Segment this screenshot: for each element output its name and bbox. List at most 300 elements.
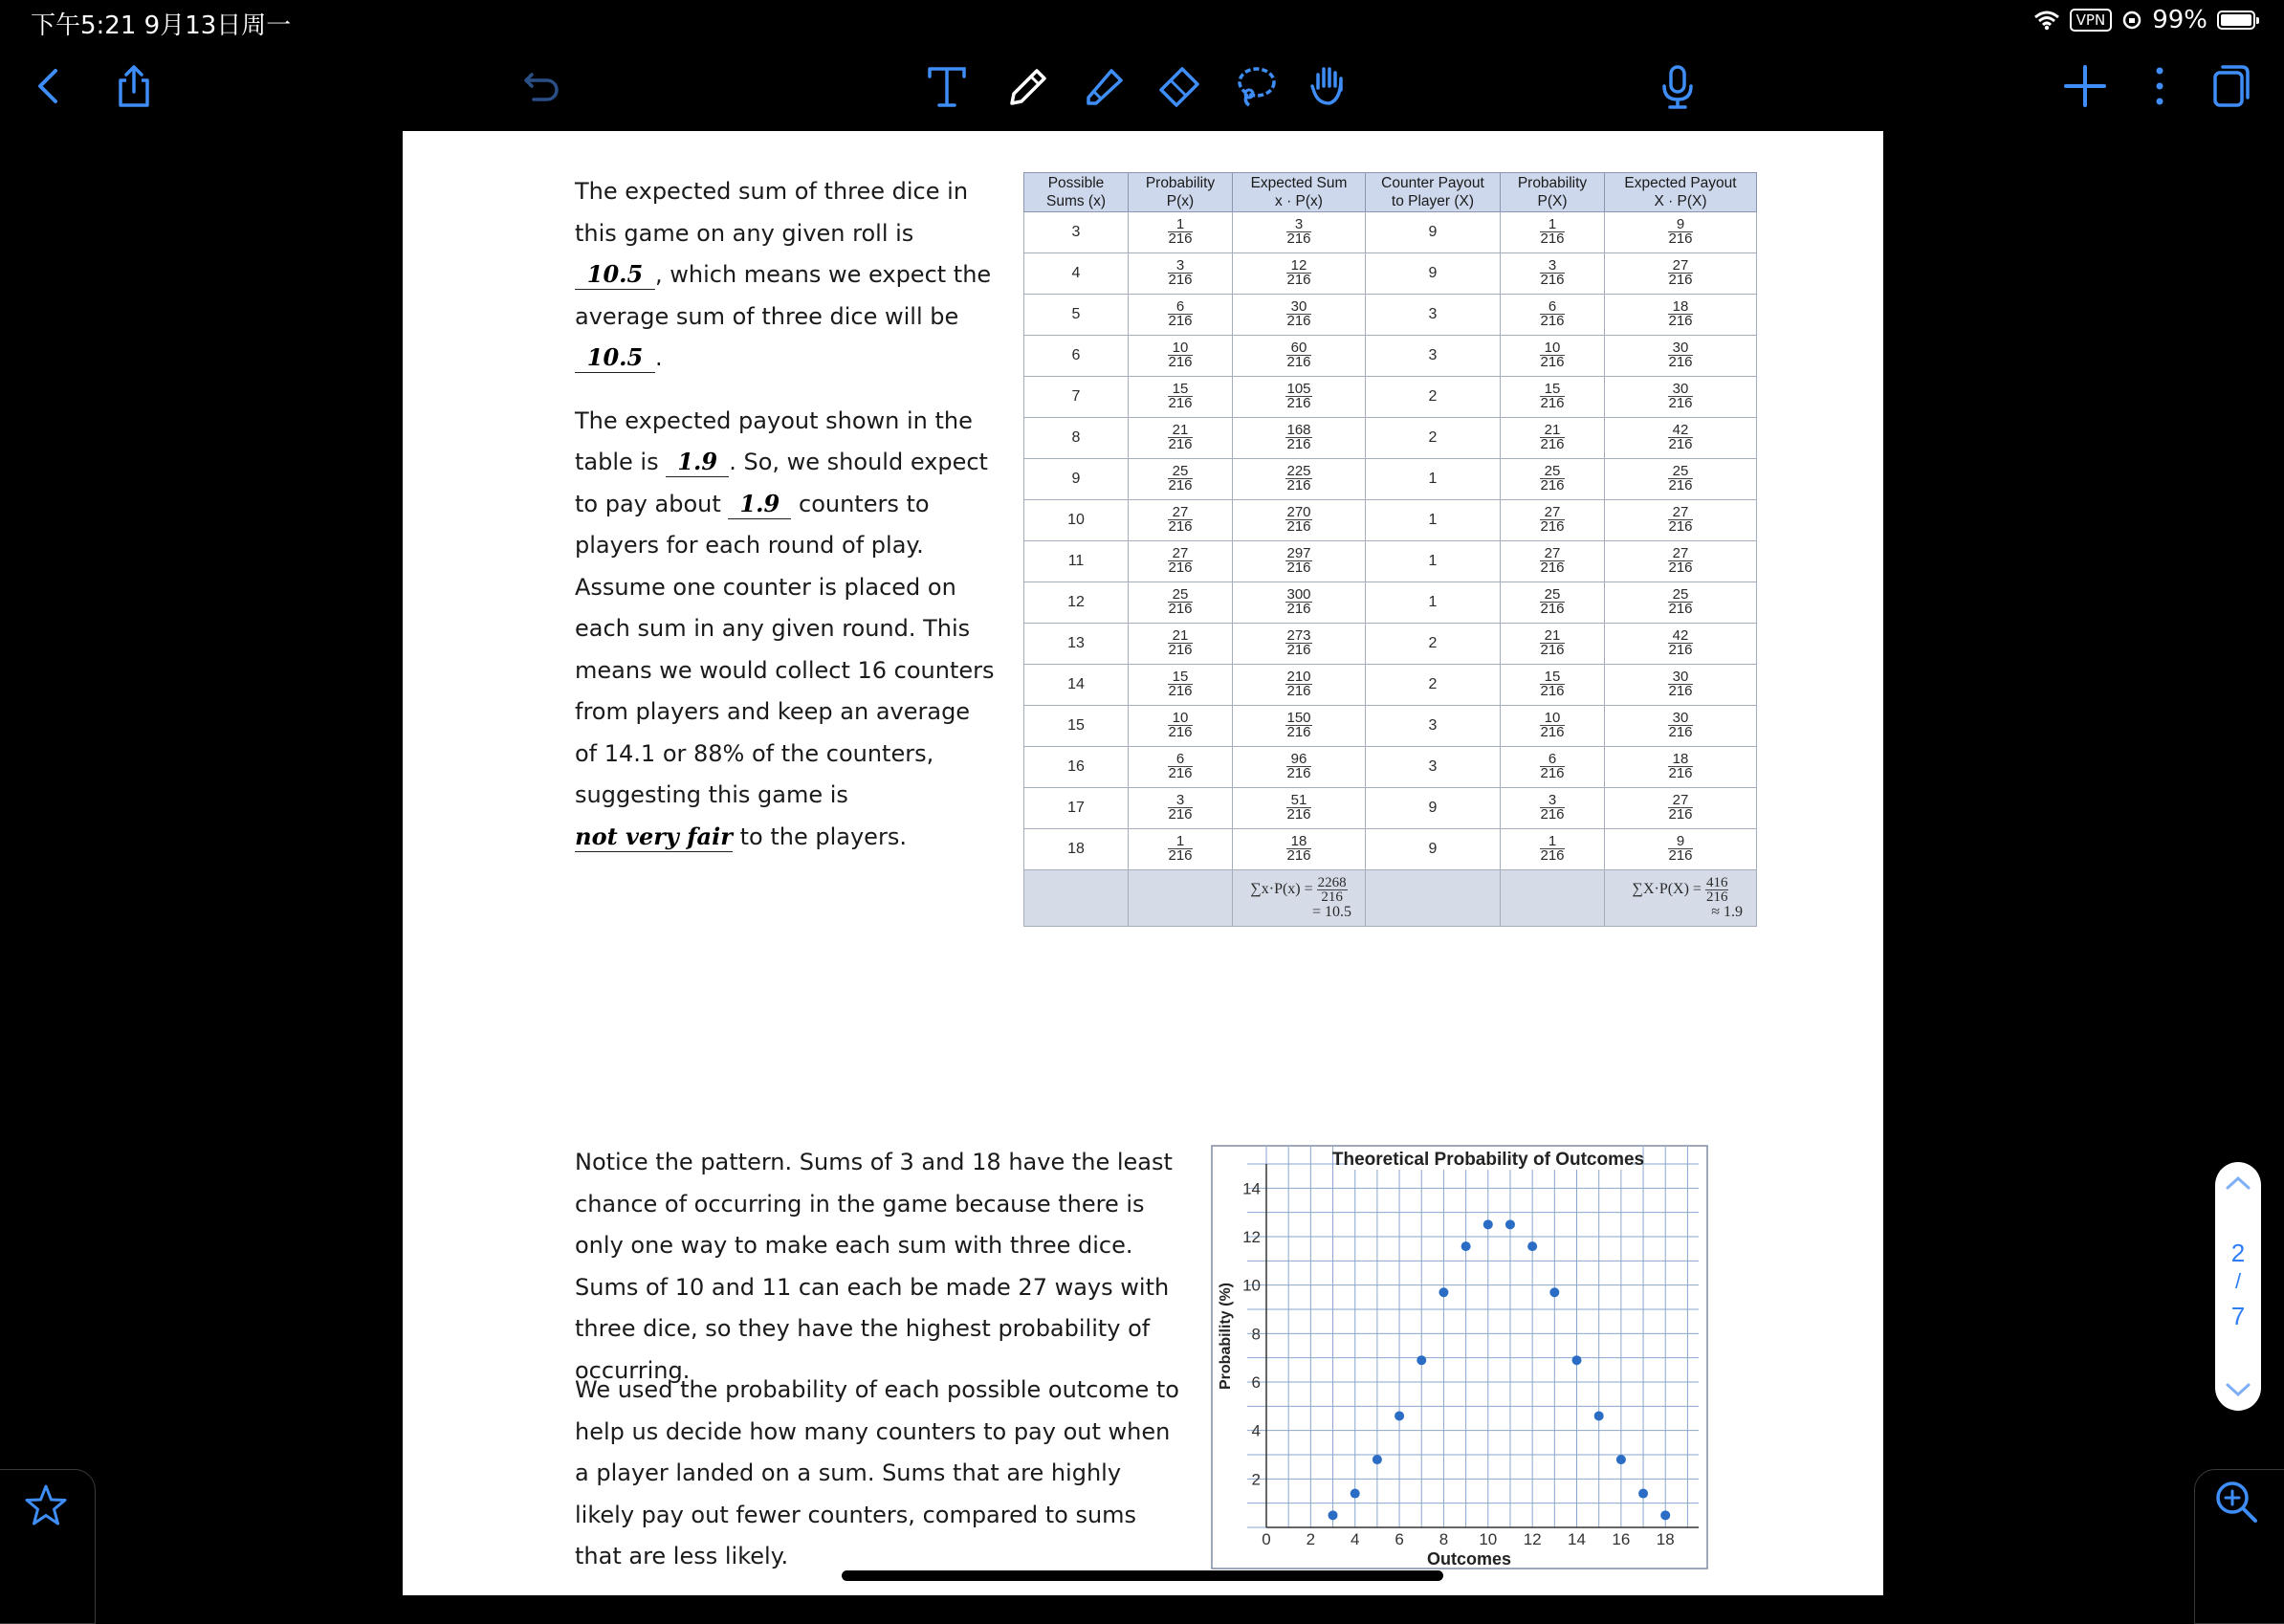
table-cell-xp (1233, 500, 1366, 541)
fraction (1668, 709, 1693, 740)
fraction (1168, 585, 1193, 617)
denominator: 216 (1286, 394, 1311, 411)
table-cell-pX (1501, 788, 1605, 829)
denominator: 216 (1168, 312, 1193, 329)
header-line: to Player (X) (1391, 193, 1475, 209)
fraction (1668, 791, 1693, 823)
numerator: 3 (1540, 259, 1564, 274)
fraction (1168, 626, 1193, 658)
table-cell-payout: 1 (1366, 459, 1501, 500)
table-cell-xp (1233, 295, 1366, 336)
fraction (1286, 215, 1311, 247)
table-cell-x: 8 (1024, 418, 1129, 459)
table-cell-xp (1233, 582, 1366, 624)
data-point (1373, 1455, 1382, 1464)
data-point (1483, 1219, 1493, 1229)
pen-tool-button[interactable] (999, 57, 1056, 115)
header-line: Possible (1047, 175, 1105, 191)
denominator: 216 (1168, 559, 1193, 576)
denominator: 216 (1286, 600, 1311, 617)
chart-frame (1212, 1146, 1707, 1569)
undo-button[interactable] (513, 57, 570, 115)
table-cell-x: 6 (1024, 336, 1129, 377)
fraction (1540, 670, 1564, 698)
add-icon (2060, 61, 2110, 111)
fraction (1668, 626, 1693, 658)
fraction (1540, 832, 1565, 864)
numerator: 18 (1668, 300, 1692, 315)
y-tick-label: 6 (1251, 1373, 1261, 1392)
expected-payout-answer-2[interactable]: 1.9 (728, 490, 791, 519)
fraction (1285, 585, 1311, 617)
favorite-button[interactable] (21, 1481, 71, 1534)
numerator: 168 (1286, 421, 1311, 438)
fraction (1668, 256, 1693, 288)
fraction (1286, 750, 1311, 781)
table-header-row (1024, 173, 1757, 212)
table-cell-x: 13 (1024, 624, 1129, 665)
table-cell-Xp (1605, 829, 1757, 870)
table-cell-p (1129, 582, 1233, 624)
sum-approx: = 10.5 (1311, 903, 1351, 920)
numerator: 25 (1540, 465, 1564, 479)
table-row (1024, 295, 1757, 336)
table-cell-x: 4 (1024, 253, 1129, 295)
table-cell-pX (1501, 665, 1605, 706)
denominator: 216 (1286, 353, 1311, 370)
fraction (1286, 832, 1311, 864)
zoom-button[interactable] (2211, 1477, 2261, 1530)
fraction (1668, 215, 1693, 247)
header-line: Counter Payout (1381, 175, 1484, 191)
text-tool-button[interactable] (918, 57, 976, 115)
table-cell-payout: 3 (1366, 336, 1501, 377)
fraction (1168, 256, 1193, 288)
table-cell-xp (1233, 747, 1366, 788)
numerator: 1 (1540, 835, 1564, 849)
fraction (1668, 544, 1693, 576)
denominator: 216 (1168, 805, 1193, 823)
numerator: 42 (1668, 424, 1692, 438)
numerator: 6 (1168, 300, 1192, 315)
table-cell-pX (1501, 295, 1605, 336)
numerator: 30 (1668, 670, 1692, 685)
table-cell-p (1129, 212, 1233, 253)
numerator: 15 (1168, 383, 1192, 397)
denominator: 216 (1668, 559, 1693, 576)
header-line: x · P(x) (1275, 193, 1323, 209)
star-icon (21, 1481, 71, 1530)
fraction (1168, 341, 1192, 369)
denominator: 216 (1286, 435, 1311, 452)
para2-text-1: The expected payout shown in the table is (575, 406, 973, 475)
highlighter-tool-button[interactable] (1075, 57, 1132, 115)
battery-percent: 99% (2152, 6, 2207, 34)
fraction (1668, 380, 1693, 411)
denominator: 216 (1540, 312, 1565, 329)
table-cell-p (1129, 829, 1233, 870)
numerator: 25 (1168, 588, 1192, 603)
fraction (1168, 421, 1193, 452)
fraction (1668, 297, 1693, 329)
table-cell-p (1129, 747, 1233, 788)
fraction (1168, 462, 1193, 494)
para1-text-3: . (655, 344, 663, 371)
denominator: 216 (1286, 312, 1311, 329)
table-cell-payout: 9 (1366, 788, 1501, 829)
numerator: 416 (1705, 874, 1728, 890)
table-cell-xp (1233, 418, 1366, 459)
denominator: 216 (1168, 846, 1193, 864)
x-tick-label: 2 (1306, 1530, 1316, 1548)
table-cell-pX (1501, 829, 1605, 870)
fraction (1168, 544, 1193, 576)
numerator: 27 (1168, 547, 1192, 561)
lasso-tool-button[interactable] (1226, 57, 1284, 115)
fraction (1285, 544, 1311, 576)
table-cell-payout: 2 (1366, 665, 1501, 706)
header-line: Probability (1145, 175, 1216, 191)
table-cell-pX (1501, 706, 1605, 747)
fraction (1168, 791, 1193, 823)
page-separator: / (2234, 1269, 2242, 1293)
table-cell-Xp (1605, 418, 1757, 459)
denominator: 216 (1668, 641, 1693, 658)
expected-payout-answer-1[interactable]: 1.9 (666, 448, 729, 477)
home-indicator[interactable] (842, 1570, 1443, 1581)
table-cell-Xp (1605, 665, 1757, 706)
fraction (1668, 832, 1693, 864)
fraction (1540, 503, 1565, 535)
table-cell-xp (1233, 541, 1366, 582)
denominator: 216 (1540, 559, 1565, 576)
y-tick-label: 10 (1242, 1276, 1261, 1295)
hand-select-icon (1305, 61, 1354, 111)
data-point (1594, 1411, 1604, 1420)
sum-label: ∑x·P(x) = (1250, 881, 1313, 897)
numerator: 210 (1286, 668, 1311, 685)
denominator: 216 (1286, 517, 1311, 535)
y-tick-label: 12 (1242, 1228, 1261, 1246)
numerator: 27 (1668, 259, 1692, 274)
empty-cell (1024, 870, 1129, 927)
pen-icon (1002, 61, 1052, 111)
numerator: 10 (1540, 712, 1564, 726)
fraction (1540, 585, 1565, 617)
fraction (1285, 503, 1311, 535)
denominator: 216 (1286, 641, 1311, 658)
probability-paragraph: We used the probability of each possible outcome to help us decide how many counters to pay out when a player landed on a sum. Sums that are highly likely pay out fewer counters, compared to sums that are less likely. (575, 1376, 1179, 1569)
pattern-paragraph: Notice the pattern. Sums of 3 and 18 have the least chance of occurring in the game because there is only one way to make each sum with three dice. Sums of 10 and 11 can each be made 27 ways with three dice, so they have the highest probability of occurring. (575, 1149, 1173, 1384)
numerator: 30 (1286, 300, 1310, 315)
table-row (1024, 336, 1757, 377)
x-tick-label: 12 (1523, 1530, 1542, 1548)
expected-sum-answer-1[interactable]: 10.5 (575, 260, 655, 290)
table-header-cell (1366, 173, 1501, 212)
para2-text-2: . So, we should expect to pay about (575, 449, 988, 517)
numerator: 1 (1540, 218, 1564, 232)
table-cell-p (1129, 500, 1233, 541)
table-cell-p (1129, 418, 1233, 459)
fraction (1286, 297, 1311, 329)
add-page-button[interactable] (2056, 57, 2114, 115)
table-cell-Xp (1605, 706, 1757, 747)
para2-text-3: counters to players for each round of play. Assume one counter is placed on each sum in any given round. This means we would collect 16 counters from players and keep an average of 14.1 or 88% of the counters, suggesting this game is (575, 490, 995, 808)
denominator: 216 (1540, 682, 1565, 699)
x-tick-label: 18 (1656, 1530, 1675, 1548)
table-cell-Xp (1605, 541, 1757, 582)
microphone-button[interactable] (1649, 57, 1706, 115)
fraction (1540, 626, 1565, 658)
table-cell-payout: 3 (1366, 706, 1501, 747)
denominator: 216 (1540, 764, 1565, 781)
sum-label: ∑X·P(X) = (1632, 881, 1702, 897)
numerator: 21 (1540, 629, 1564, 644)
table-row (1024, 253, 1757, 295)
table-cell-payout: 9 (1366, 253, 1501, 295)
table-row (1024, 624, 1757, 665)
highlighter-icon (1079, 61, 1129, 111)
more-button[interactable] (2131, 57, 2188, 115)
denominator: 216 (1540, 600, 1565, 617)
denominator: 216 (1540, 846, 1565, 864)
lasso-icon (1230, 61, 1280, 111)
denominator: 216 (1168, 517, 1193, 535)
table-cell-Xp (1605, 747, 1757, 788)
numerator: 3 (1168, 259, 1192, 274)
x-tick-label: 10 (1479, 1530, 1498, 1548)
numerator: 6 (1168, 753, 1192, 767)
denominator: 216 (1668, 682, 1693, 699)
numerator: 6 (1540, 300, 1564, 315)
para1-text-2: , which means we expect the average sum of three dice will be (575, 261, 992, 330)
fraction (1668, 503, 1693, 535)
table-cell-x: 10 (1024, 500, 1129, 541)
data-point (1616, 1455, 1626, 1464)
table-cell-x: 15 (1024, 706, 1129, 747)
pages-icon (2206, 61, 2255, 111)
table-cell-p (1129, 295, 1233, 336)
table-cell-xp (1233, 624, 1366, 665)
back-icon (25, 61, 75, 111)
fraction (1168, 832, 1193, 864)
fraction (1285, 462, 1311, 494)
table-cell-pX (1501, 500, 1605, 541)
denominator: 216 (1286, 764, 1311, 781)
numerator: 15 (1540, 670, 1564, 685)
table-cell-pX (1501, 624, 1605, 665)
table-row (1024, 747, 1757, 788)
eraser-tool-button[interactable] (1150, 57, 1207, 115)
fraction (1540, 421, 1565, 452)
empty-cell (1129, 870, 1233, 927)
numerator: 1 (1168, 835, 1192, 849)
table-header-cell (1024, 173, 1129, 212)
numerator: 27 (1668, 547, 1692, 561)
share-icon (109, 61, 159, 111)
share-button[interactable] (105, 57, 163, 115)
header-line: P(X) (1537, 193, 1568, 209)
fairness-answer[interactable]: not very fair (575, 822, 733, 850)
table-cell-x: 3 (1024, 212, 1129, 253)
worksheet-page[interactable] (403, 131, 1883, 1595)
eraser-icon (1153, 61, 1203, 111)
numerator: 6 (1540, 753, 1564, 767)
numerator: 270 (1286, 503, 1311, 520)
fraction (1705, 876, 1729, 904)
denominator: 216 (1668, 312, 1693, 329)
fraction (1540, 750, 1565, 781)
numerator: 10 (1168, 341, 1192, 356)
denominator: 216 (1668, 600, 1693, 617)
numerator: 25 (1668, 465, 1692, 479)
table-cell-pX (1501, 336, 1605, 377)
denominator: 216 (1286, 723, 1311, 740)
numerator: 225 (1286, 462, 1311, 479)
x-tick-label: 8 (1438, 1530, 1449, 1548)
pages-button[interactable] (2202, 57, 2259, 115)
expected-sum-answer-2[interactable]: 10.5 (575, 343, 655, 373)
para2-text-4: to the players. (733, 823, 907, 850)
header-line: Probability (1517, 175, 1588, 191)
page-down-icon[interactable] (2225, 1380, 2251, 1399)
header-line: X · P(X) (1654, 193, 1707, 209)
fraction (1168, 215, 1193, 247)
x-tick-label: 14 (1568, 1530, 1586, 1548)
text-tool-icon (922, 61, 972, 111)
fraction (1540, 462, 1565, 494)
fraction (1168, 709, 1193, 740)
fraction (1168, 380, 1193, 411)
table-cell-payout: 1 (1366, 582, 1501, 624)
fraction (1668, 670, 1692, 698)
denominator: 216 (1286, 230, 1311, 247)
fraction (1285, 626, 1311, 658)
denominator: 216 (1668, 517, 1693, 535)
numerator: 3 (1540, 794, 1564, 808)
numerator: 105 (1286, 380, 1311, 397)
numerator: 3 (1286, 218, 1310, 232)
more-icon (2135, 61, 2185, 111)
table-cell-Xp (1605, 253, 1757, 295)
data-point (1417, 1355, 1426, 1365)
numerator: 96 (1286, 753, 1310, 767)
denominator: 216 (1540, 271, 1565, 288)
table-row (1024, 582, 1757, 624)
table-cell-Xp (1605, 500, 1757, 541)
table-cell-pX (1501, 253, 1605, 295)
fraction (1668, 421, 1693, 452)
denominator: 216 (1168, 764, 1193, 781)
fraction (1317, 876, 1348, 904)
table-cell-payout: 2 (1366, 377, 1501, 418)
denominator: 216 (1668, 271, 1693, 288)
fraction (1168, 670, 1192, 698)
data-point (1438, 1287, 1448, 1297)
fraction (1668, 750, 1693, 781)
table-row (1024, 541, 1757, 582)
table-cell-payout: 1 (1366, 500, 1501, 541)
table-row (1024, 706, 1757, 747)
current-page: 2 (2230, 1239, 2246, 1267)
table-row (1024, 829, 1757, 870)
fraction (1540, 215, 1565, 247)
numerator: 1 (1168, 218, 1192, 232)
table-cell-p (1129, 459, 1233, 500)
fraction (1668, 341, 1692, 369)
numerator: 30 (1668, 383, 1692, 397)
denominator: 216 (1168, 682, 1193, 699)
table-header-cell (1129, 173, 1233, 212)
sum-approx: ≈ 1.9 (1711, 903, 1743, 920)
numerator: 9 (1668, 218, 1692, 232)
table-cell-x: 12 (1024, 582, 1129, 624)
page-up-icon[interactable] (2225, 1174, 2251, 1193)
table-cell-p (1129, 541, 1233, 582)
table-cell-x: 16 (1024, 747, 1129, 788)
probability-chart (1211, 1145, 1708, 1569)
numerator: 21 (1168, 629, 1192, 644)
y-tick-label: 4 (1251, 1421, 1261, 1440)
table-cell-x: 18 (1024, 829, 1129, 870)
fraction (1285, 421, 1311, 452)
data-point (1395, 1411, 1404, 1420)
table-cell-payout: 3 (1366, 295, 1501, 336)
fraction (1285, 709, 1311, 740)
data-point (1572, 1355, 1582, 1365)
table-cell-x: 9 (1024, 459, 1129, 500)
hand-select-button[interactable] (1301, 57, 1358, 115)
numerator: 10 (1168, 712, 1192, 726)
fraction (1285, 380, 1311, 411)
table-cell-xp (1233, 336, 1366, 377)
denominator: 216 (1286, 682, 1311, 699)
data-point (1505, 1219, 1515, 1229)
denominator: 216 (1668, 723, 1693, 740)
empty-cell (1366, 870, 1501, 927)
numerator: 15 (1540, 383, 1564, 397)
table-cell-x: 17 (1024, 788, 1129, 829)
table-cell-Xp (1605, 788, 1757, 829)
empty-cell (1501, 870, 1605, 927)
battery-icon (2217, 11, 2255, 30)
y-tick-label: 2 (1251, 1470, 1261, 1489)
denominator: 216 (1668, 394, 1693, 411)
table-cell-xp (1233, 377, 1366, 418)
denominator: 216 (1705, 889, 1728, 905)
denominator: 216 (1286, 846, 1311, 864)
x-axis-label: Outcomes (1426, 1549, 1512, 1569)
x-tick-label: 16 (1612, 1530, 1631, 1548)
dice-payout-table (1023, 172, 1757, 927)
numerator: 51 (1286, 794, 1310, 808)
table-cell-x: 11 (1024, 541, 1129, 582)
numerator: 150 (1286, 709, 1311, 726)
back-button[interactable] (21, 57, 78, 115)
table-header-cell (1501, 173, 1605, 212)
x-tick-label: 6 (1395, 1530, 1404, 1548)
fraction (1540, 256, 1565, 288)
denominator: 216 (1286, 271, 1311, 288)
denominator: 216 (1540, 517, 1565, 535)
fraction (1540, 709, 1565, 740)
data-point (1527, 1241, 1537, 1251)
table-cell-xp (1233, 212, 1366, 253)
numerator: 27 (1540, 547, 1564, 561)
table-cell-pX (1501, 212, 1605, 253)
fraction (1668, 462, 1693, 494)
numerator: 25 (1540, 588, 1564, 603)
